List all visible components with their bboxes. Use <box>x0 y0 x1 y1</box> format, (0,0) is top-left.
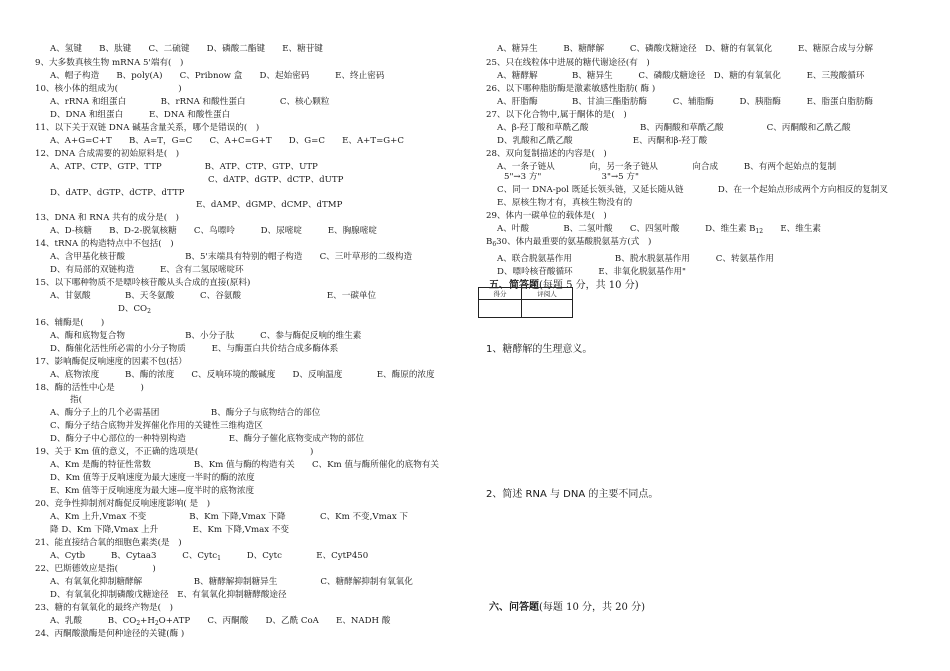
q30-options-d: D、嘌呤核苷酸循环 E、非氧化脱氨基作用" <box>497 267 686 277</box>
q8-options: A、氢键 B、肽键 C、二硫键 D、磷酸二酯键 E、糖苷键 <box>50 44 323 54</box>
q14-options-d: D、有局部的双链构造 E、含有二氢尿嘧啶环 <box>50 265 244 275</box>
q10-options-a: A、rRNA 和组蛋白 B、rRNA 和酸性蛋白 C、核心颗粒 <box>50 97 330 107</box>
q20-options-a: A、Km 上升,Vmax 不变 B、Km 下降,Vmax 下降 C、Km 不变,Vmax 下 <box>50 512 409 522</box>
q24-stem: 24、丙酮酸激酶是何种途径的关键(酶 ) <box>35 629 185 639</box>
q28-direction-note: 5"→3 方" 3"→5 方" <box>504 172 639 182</box>
q21-options: A、Cytb B、Cytaa3 C、Cytc$_1$ D、Cytc E、CytP450 <box>50 551 369 562</box>
q20-options-d: 降 D、Km 下降,Vmax 上升 E、Km 下降,Vmax 不变 <box>50 525 289 535</box>
q26-options: A、肝脂酶 B、甘油三酯脂肪酶 C、辅脂酶 D、胰脂酶 E、脂蛋白脂肪酶 <box>497 97 874 107</box>
q18-options-a: A、酶分子上的几个必需基团 B、酶分子与底物结合的部位 <box>50 408 321 418</box>
reviewer-label: 评阅人 <box>522 288 573 300</box>
q29-options: A、叶酸 B、二氢叶酸 C、四氢叶酸 D、维生素 $B_{12}$ E、维生素 <box>497 224 821 235</box>
q19-options-d: D、Km 值等于反响速度为最大速度一半时的酶的浓度 <box>50 473 255 483</box>
q30-stem: $B_630$、体内最重要的氨基酸脱氨基方(式 ) <box>486 237 652 248</box>
q13-stem: 13、DNA 和 RNA 共有的成分是( ) <box>35 213 179 223</box>
q12-options-a: A、ATP、CTP、GTP、TTP B、ATP、CTP、GTP、UTP <box>50 162 318 172</box>
q29-stem: 29、体内一碳单位的载体是( ) <box>486 211 607 221</box>
q10-stem: 10、核小体的组成为( ) <box>35 84 182 94</box>
q27-stem: 27、以下化合物中,属于酮体的是( ) <box>486 110 627 120</box>
score-label: 得分 <box>479 288 522 300</box>
q15-stem: 15、以下哪种物质不是嘌呤核苷酸从头合成的直接(原料) <box>35 278 251 288</box>
q22-options-d: D、有氧氧化抑制磷酸戊糖途径 E、有氧氧化抑制糖酵酸途径 <box>50 590 287 600</box>
section-5-heading: 五、简答题(每题 5 分，共 10 分) <box>489 280 639 291</box>
q28-stem: 28、双向复制描述的内容是( ) <box>486 149 607 159</box>
q16-options-d: D、酶催化活性所必需的小分子物质 E、与酶蛋白共价结合成多酶体系 <box>50 344 339 354</box>
q19-stem: 19、关于 Km 值的意义，不正确的选项是( ) <box>35 447 314 457</box>
q25-options: A、糖酵解 B、糖异生 C、磷酸戊糖途径 D、糖的有氧氧化 E、三羧酸循环 <box>497 71 865 81</box>
q18-options-d: D、酶分子中心部位的一种特别构造 E、酶分子催化底物变成产物的部位 <box>50 434 364 444</box>
reviewer-cell[interactable] <box>522 300 573 318</box>
q14-stem: 14、tRNA 的构造特点中不包括( ) <box>35 239 174 249</box>
q12-stem: 12、DNA 合成需要的初始原料是( ) <box>35 149 180 159</box>
q11-options: A、A+G=C+T B、A=T，G=C C、A+C=G+T D、G=C E、A+T=G+C <box>50 136 404 146</box>
q17-options: A、底物浓度 B、酶的浓度 C、反响环境的酸碱度 D、反响温度 E、酶原的浓度 <box>50 370 435 380</box>
q19-options-e: E、Km 值等于反响速度为最大速—度半时的底物浓度 <box>50 486 255 496</box>
q28-options-a: A、一条子链从 向，另一条子链从 向合成 B、有两个起始点的复制 <box>497 162 837 172</box>
q22-stem: 22、巴斯德效应是指( ) <box>35 564 156 574</box>
q26-stem: 26、以下哪种脂肪酶是激素敏感性脂肪( 酶 ) <box>486 84 656 94</box>
q18-stem-cont: 指( <box>70 395 82 405</box>
q28-options-e: E、原核生物才有，真核生物没有的 <box>497 198 633 208</box>
q9-stem: 9、大多数真核生物 mRNA 5'端有( ) <box>35 58 184 68</box>
q16-options-a: A、酶和底物复合物 B、小分子肽 C、参与酶促反响的维生素 <box>50 331 362 341</box>
q22-options-a: A、有氧氧化抑制糖酵解 B、糖酵解抑制糖异生 C、糖酵解抑制有氧氧化 <box>50 577 413 587</box>
q17-stem: 17、影响酶促反响速度的因素不包(括） <box>35 357 187 367</box>
q30-options-a: A、联合脱氨基作用 B、脱水脱氨基作用 C、转氨基作用 <box>497 254 774 264</box>
q23-options: A、乳酸 B、$CO_2+H_2O+ATP$ C、丙酮酸 D、乙酰 CoA E、NADH 酸 <box>50 616 391 627</box>
short-answer-q1: 1、糖酵解的生理意义。 <box>486 344 593 355</box>
q12-options-c: C、dATP、dGTP、dCTP、dUTP <box>208 175 344 185</box>
q15-option-d: D、$CO_2$ <box>118 304 151 315</box>
q11-stem: 11、以下关于双链 DNA 碱基含量关系，哪个是错误的( ) <box>35 123 260 133</box>
short-answer-q2: 2、简述 RNA 与 DNA 的主要不同点。 <box>486 489 659 500</box>
q27-options-a: A、β-羟丁酸和草酰乙酸 B、丙酮酸和草酰乙酸 C、丙酮酸和乙酰乙酸 <box>497 123 851 133</box>
q18-stem: 18、酶的活性中心是 ) <box>35 383 144 393</box>
q13-options: A、D-核糖 B、D-2-脱氧核糖 C、鸟嘌呤 D、尿嘧啶 E、胸腺嘧啶 <box>50 226 377 236</box>
score-cell[interactable] <box>479 300 522 318</box>
q16-stem: 16、辅酶是( ) <box>35 318 105 328</box>
score-table <box>478 287 573 318</box>
q18-options-c: C、酶分子结合底物并发挥催化作用的关键性三维构造区 <box>50 421 263 431</box>
q15-options-a: A、甘氨酸 B、天冬氨酸 C、谷氨酸 E、一碳单位 <box>50 291 377 301</box>
q10-options-b: D、DNA 和组蛋白 E、DNA 和酸性蛋白 <box>50 110 231 120</box>
section-6-heading: 六、问答题(每题 10 分，共 20 分) <box>489 602 645 613</box>
q12-options-e: E、dAMP、dGMP、dCMP、dTMP <box>196 200 343 210</box>
q14-options-a: A、含甲基化核苷酸 B、5'末端具有特别的帽子构造 C、三叶草形的二级构造 <box>50 252 413 262</box>
q23-stem: 23、糖的有氧氧化的最终产物是( ) <box>35 603 173 613</box>
q24-options: A、糖异生 B、糖酵解 C、磷酸戊糖途径 D、糖的有氧氧化 E、糖原合成与分解 <box>497 44 874 54</box>
q27-options-d: D、乳酸和乙酰乙酸 E、丙酮和β-羟丁酸 <box>497 136 708 146</box>
q19-options-a: A、Km 是酶的特征性常数 B、Km 值与酶的构造有关 C、Km 值与酶所催化的底物有关 <box>50 460 439 470</box>
q9-options: A、帽子构造 B、poly(A) C、Pribnow 盒 D、起始密码 E、终止密码 <box>50 71 385 81</box>
q25-stem: 25、只在线粒体中进展的糖代谢途径(有 ) <box>486 58 650 68</box>
q20-stem: 20、竞争性抑制剂对酶促反响速度影响( 是 ) <box>35 499 211 509</box>
q28-options-c: C、同一 DNA-pol 既延长领头链，又延长随从链 D、在一个起始点形成两个方向相反的复制叉 <box>497 185 889 195</box>
q21-stem: 21、能直接结合氧的细胞色素类(是 ) <box>35 538 182 548</box>
q12-options-d: D、dATP、dGTP、dCTP、dTTP <box>50 188 185 198</box>
